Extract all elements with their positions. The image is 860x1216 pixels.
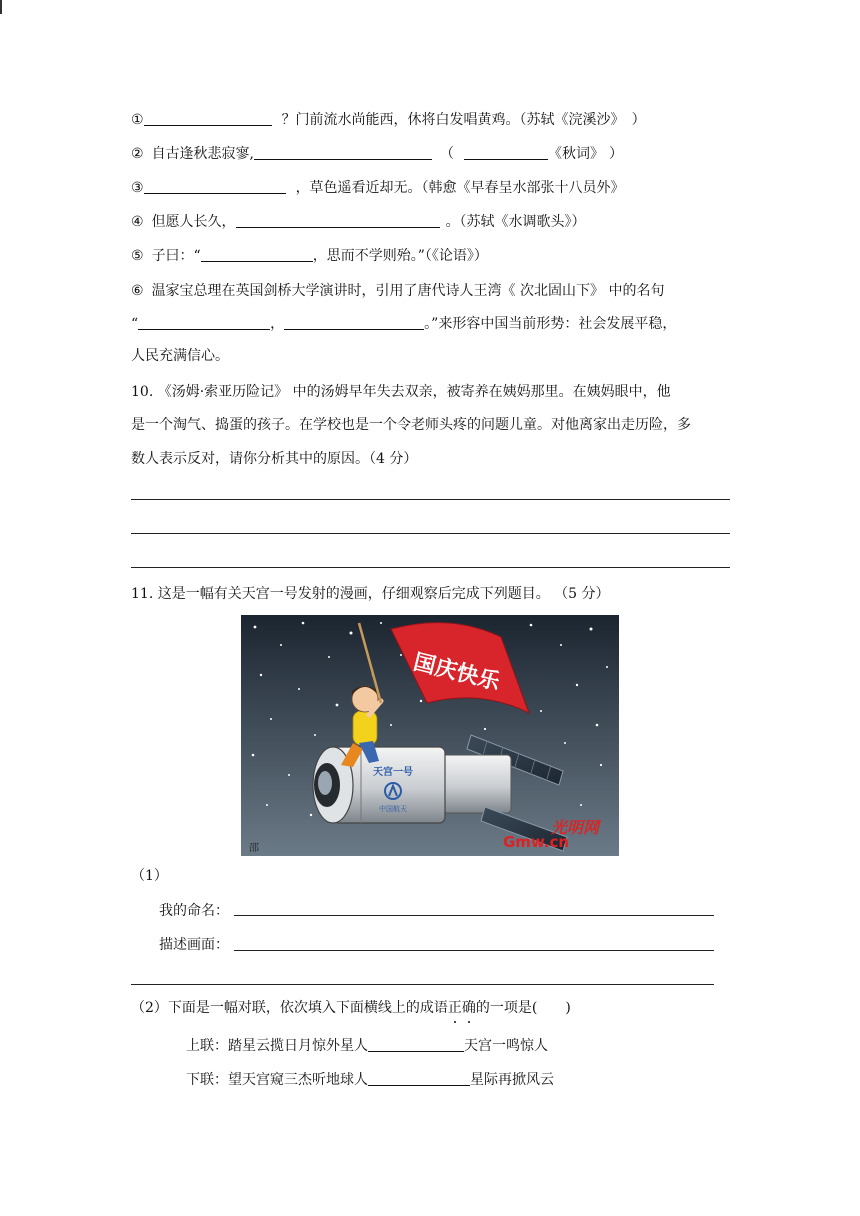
q10-answer-line-2[interactable] bbox=[131, 533, 730, 534]
answer-blank[interactable] bbox=[144, 110, 272, 126]
item-number: ③ bbox=[131, 180, 144, 196]
q10-line2: 是一个淘气、捣蛋的孩子。在学校也是一个令老师头疼的问题儿童。对他离家出走历险，多 bbox=[131, 417, 691, 433]
couplet-text: 星际再掀风云 bbox=[470, 1072, 554, 1088]
item-text-close: ） bbox=[631, 112, 646, 128]
flag-text: 国庆快乐 bbox=[410, 649, 503, 696]
q11-part1-label: （1） bbox=[131, 868, 168, 884]
answer-blank[interactable] bbox=[284, 314, 424, 330]
item-number: ② bbox=[131, 146, 144, 162]
desc-answer-line-2[interactable] bbox=[131, 984, 714, 985]
item-text: 。（苏轼《水调歌头》） bbox=[445, 214, 586, 230]
q11-name-row bbox=[159, 901, 229, 921]
desc-label: 描述画面： bbox=[159, 937, 229, 953]
couplet-text: 天宫一鸣惊人 bbox=[464, 1038, 548, 1054]
item-text: “ bbox=[131, 316, 139, 332]
q9-item-3 bbox=[131, 178, 625, 198]
desc-answer-line[interactable] bbox=[234, 950, 714, 951]
q9-item-6-line2 bbox=[131, 314, 676, 334]
artist-signature: 邵 bbox=[249, 843, 259, 854]
watermark-en: Gmw.cn bbox=[503, 833, 570, 851]
couplet-text: 望天宫窥三杰听地球人 bbox=[228, 1072, 368, 1088]
answer-blank[interactable] bbox=[144, 178, 286, 194]
answer-blank[interactable] bbox=[236, 212, 440, 228]
q11-title: 11. 这是一幅有关天宫一号发射的漫画，仔细观察后完成下列题目。 （5 分） bbox=[131, 586, 610, 602]
q9-item-2 bbox=[131, 144, 623, 164]
item-text-close: ） bbox=[609, 146, 624, 162]
item-number: ④ bbox=[131, 214, 144, 230]
page-edge-mark bbox=[0, 0, 2, 14]
watermark-cn: 光明网 bbox=[551, 818, 600, 837]
item-text: ？门前流水尚能西，休将白发唱黄鸡。（苏轼《浣溪沙》 bbox=[281, 112, 618, 128]
q10-line3: 数人表示反对，请你分析其中的原因。（4 分） bbox=[131, 451, 418, 467]
agency-label: 中国航天 bbox=[379, 805, 407, 813]
q9-item-1 bbox=[131, 110, 646, 130]
item-text: 自古逢秋悲寂寥, bbox=[151, 146, 255, 162]
q9-item-6-line1 bbox=[131, 281, 664, 301]
answer-blank[interactable] bbox=[464, 144, 548, 160]
q9-item-4 bbox=[131, 212, 586, 232]
q11-part2-question bbox=[131, 998, 571, 1018]
question-text: 的一项是( ) bbox=[475, 1000, 571, 1016]
couplet-lower bbox=[186, 1070, 554, 1090]
couplet-blank[interactable] bbox=[368, 1070, 470, 1086]
tiangong-cartoon-image bbox=[241, 615, 619, 856]
q11-desc-row bbox=[159, 935, 229, 955]
couplet-blank[interactable] bbox=[368, 1036, 464, 1052]
answer-blank[interactable] bbox=[138, 314, 270, 330]
item-text: ，思而不学则殆。”（《论语》） bbox=[312, 248, 488, 264]
item-number: ① bbox=[131, 112, 144, 128]
item-text: 《秋词》 bbox=[548, 146, 598, 162]
item-number: ⑤ bbox=[131, 248, 144, 264]
module-label: 天宫一号 bbox=[373, 767, 413, 778]
item-text: 。”来形容中国当前形势：社会发展平稳， bbox=[424, 316, 677, 332]
couplet-text: 踏星云揽日月惊外星人 bbox=[228, 1038, 368, 1054]
q10-answer-line-1[interactable] bbox=[131, 499, 730, 500]
item-text: ，草色遥看近却无。（韩愈《早春呈水部张十八员外》 bbox=[295, 180, 625, 196]
couplet-label: 下联： bbox=[186, 1072, 228, 1088]
item-text: 温家宝总理在英国剑桥大学演讲时，引用了唐代诗人王湾《 次北固山下》 中的名句 bbox=[151, 283, 665, 299]
item-text: （ bbox=[440, 146, 455, 162]
q9-item-5 bbox=[131, 246, 488, 266]
name-label: 我的命名： bbox=[159, 903, 229, 919]
item-text: 子曰：“ bbox=[151, 248, 201, 264]
answer-blank[interactable] bbox=[201, 246, 313, 262]
q10-line1: 10. 《汤姆·索亚历险记》 中的汤姆早年失去双亲，被寄养在姨妈那里。在姨妈眼中，他 bbox=[131, 384, 671, 400]
item-text: 但愿人长久， bbox=[151, 214, 236, 230]
couplet-upper bbox=[186, 1036, 548, 1056]
q9-item-6-line3: 人民充满信心。 bbox=[131, 348, 229, 364]
name-answer-line[interactable] bbox=[234, 915, 714, 916]
q10-answer-line-3[interactable] bbox=[131, 567, 730, 568]
item-text: ， bbox=[270, 316, 285, 332]
item-number: ⑥ bbox=[131, 283, 144, 299]
couplet-label: 上联： bbox=[186, 1038, 228, 1054]
question-text: （2）下面是一幅对联，依次填入下面横线上的成语 bbox=[131, 1000, 448, 1016]
emphasis-char: 确 bbox=[461, 1000, 476, 1016]
emphasis-char: 正 bbox=[447, 1000, 462, 1016]
answer-blank[interactable] bbox=[254, 144, 432, 160]
